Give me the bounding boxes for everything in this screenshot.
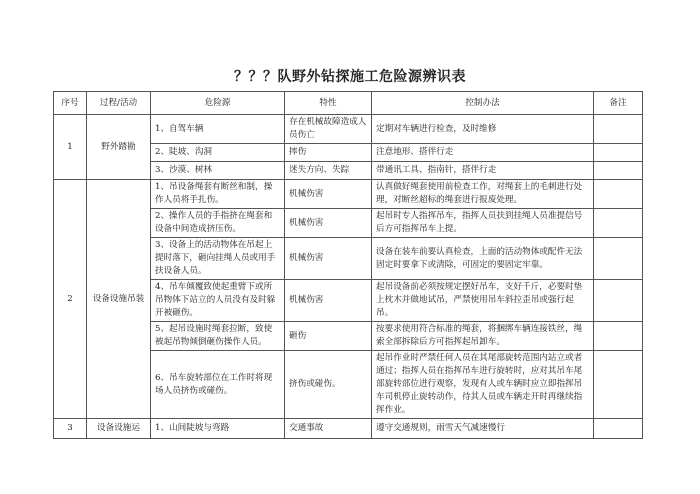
control-cell: 起吊作业时严禁任何人员在其尾部旋转范围内站立或者通过；指挥人员在指挥吊车进行旋转时，应对其吊车尾部旋转部位进行观察，发现有人或车辆时应立即指挥吊车司机停止旋转动作，待其人员或车辆走开时再继续指挥作业。 bbox=[372, 351, 594, 419]
control-cell: 遵守交通规则，雨雪天气减速慢行 bbox=[372, 419, 594, 439]
hazard-cell: 6、吊车旋转部位在工作时将现场人员挤伤或碰伤。 bbox=[151, 351, 285, 419]
header-hazard: 危险源 bbox=[151, 92, 285, 115]
hazard-cell: 2、操作人员的手指挤在绳套和设备中间造成挤压伤。 bbox=[151, 209, 285, 238]
header-note: 备注 bbox=[594, 92, 643, 115]
table-row bbox=[54, 419, 643, 439]
group-number: 1 bbox=[54, 115, 87, 180]
control-cell: 注意地形、搭伴行走 bbox=[372, 144, 594, 162]
hazard-cell: 2、陡坡、沟洞 bbox=[151, 144, 285, 162]
feature-cell: 机械伤害 bbox=[285, 209, 372, 238]
control-cell: 起吊时专人指挥吊车，指挥人员扶到挂绳人员准提信号后方可指挥吊车上提。 bbox=[372, 209, 594, 238]
control-cell: 带通讯工具、指南针，搭伴行走 bbox=[372, 162, 594, 180]
note-cell bbox=[594, 162, 643, 180]
feature-cell: 挤伤或碰伤。 bbox=[285, 351, 372, 419]
feature-cell: 机械伤害 bbox=[285, 238, 372, 280]
group-number: 3 bbox=[54, 419, 87, 439]
note-cell bbox=[594, 280, 643, 322]
control-cell: 设备在装车前要认真检查，上面的活动物体或配件无法固定时要拿下或清除，可固定的要固定牢靠。 bbox=[372, 238, 594, 280]
table-row bbox=[54, 115, 643, 144]
note-cell bbox=[594, 351, 643, 419]
group-process: 设备设施吊装 bbox=[87, 180, 151, 419]
hazard-table bbox=[53, 91, 643, 439]
header-no: 序号 bbox=[54, 92, 87, 115]
feature-cell: 机械伤害 bbox=[285, 280, 372, 322]
group-process: 野外踏勘 bbox=[87, 115, 151, 180]
header-process: 过程/活动 bbox=[87, 92, 151, 115]
control-cell: 定期对车辆进行检查，及时维修 bbox=[372, 115, 594, 144]
hazard-cell: 4、吊车倾覆致使起重臂下或所吊物体下站立的人员没有及时躲开被砸伤。 bbox=[151, 280, 285, 322]
feature-cell: 存在机械故障造成人员伤亡 bbox=[285, 115, 372, 144]
note-cell bbox=[594, 180, 643, 209]
feature-cell: 砸伤 bbox=[285, 322, 372, 351]
feature-cell: 交通事故 bbox=[285, 419, 372, 439]
feature-cell: 摔伤 bbox=[285, 144, 372, 162]
hazard-cell: 1、吊设备绳套有断丝和制，操作人员将手扎伤。 bbox=[151, 180, 285, 209]
note-cell bbox=[594, 209, 643, 238]
hazard-cell: 5、起吊设施时绳套拉断，致使被起吊物倾倒砸伤操作人员。 bbox=[151, 322, 285, 351]
hazard-cell: 1、自驾车辆 bbox=[151, 115, 285, 144]
table-row bbox=[54, 180, 643, 209]
note-cell bbox=[594, 322, 643, 351]
control-cell: 认真做好绳套使用前检查工作，对绳套上的毛刺进行处理，对断丝超标的绳套进行报废处理。 bbox=[372, 180, 594, 209]
note-cell bbox=[594, 144, 643, 162]
feature-cell: 机械伤害 bbox=[285, 180, 372, 209]
control-cell: 按要求使用符合标准的绳套，将捆绑车辆连接铁丝，绳索全部拆除后方可指挥起吊卸车。 bbox=[372, 322, 594, 351]
note-cell bbox=[594, 238, 643, 280]
note-cell bbox=[594, 115, 643, 144]
hazard-cell: 1、山间陡坡与弯路 bbox=[151, 419, 285, 439]
note-cell bbox=[594, 419, 643, 439]
document-title: ？？？队野外钻探施工危险源辨识表 bbox=[234, 69, 466, 85]
header-control: 控制办法 bbox=[372, 92, 594, 115]
feature-cell: 迷失方向、失踪 bbox=[285, 162, 372, 180]
group-number: 2 bbox=[54, 180, 87, 419]
control-cell: 起吊设备前必须按规定摆好吊车，支好千斤，必要时垫上枕木并做地试吊，严禁使用吊车斜拉歪吊或强行起吊。 bbox=[372, 280, 594, 322]
group-process: 设备设施运 bbox=[87, 419, 151, 439]
header-feature: 特性 bbox=[285, 92, 372, 115]
hazard-cell: 3、沙漠、树林 bbox=[151, 162, 285, 180]
table-header-row bbox=[54, 92, 643, 115]
hazard-cell: 3、设备上的活动物体在吊起上提时落下，砸向挂绳人员或用手扶设备人员。 bbox=[151, 238, 285, 280]
